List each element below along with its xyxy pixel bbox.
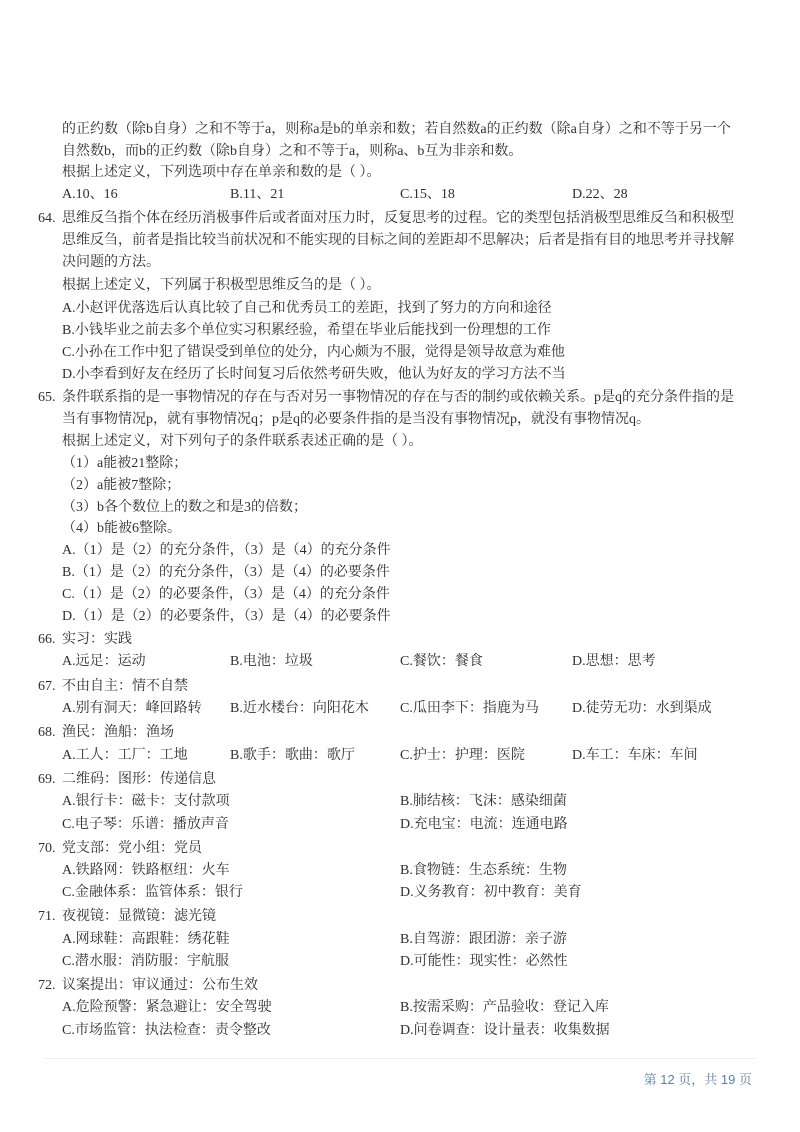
option-c: C.瓜田李下：指鹿为马 bbox=[400, 701, 539, 716]
question-number: 71. bbox=[38, 909, 56, 924]
option-c: C.餐饮：餐食 bbox=[400, 654, 483, 669]
question-stem: 渔民：渔船：渔场 bbox=[62, 725, 174, 740]
question-66-stem bbox=[38, 630, 132, 650]
option-b: B.按需采购：产品验收：登记入库 bbox=[400, 1000, 609, 1015]
page-number-label: 第 12 页，共 19 页 bbox=[643, 1072, 752, 1087]
option-a: A.（1）是（2）的充分条件，（3）是（4）的充分条件 bbox=[62, 543, 391, 558]
continued-stem-line: 的正约数（除b自身）之和不等于a，则称a是b的单亲和数；若自然数a的正约数（除a自身）之和不等于另一个 bbox=[62, 122, 731, 137]
option-a: A.银行卡：磁卡：支付款项 bbox=[62, 794, 230, 809]
question-number: 65. bbox=[38, 390, 56, 405]
question-stem-line: 决问题的方法。 bbox=[62, 255, 160, 270]
question-prompt: 根据上述定义，对下列句子的条件联系表述正确的是（ ）。 bbox=[62, 434, 423, 449]
option-b: B.（1）是（2）的充分条件，（3）是（4）的必要条件 bbox=[62, 565, 390, 580]
option-d: D.充电宝：电流：连通电路 bbox=[400, 817, 568, 832]
question-number: 72. bbox=[38, 978, 56, 993]
option-a: A.别有洞天：峰回路转 bbox=[62, 701, 202, 716]
option-a: A.铁路网：铁路枢纽：火车 bbox=[62, 863, 230, 878]
option-c: C.小孙在工作中犯了错误受到单位的处分，内心颇为不服，觉得是领导故意为难他 bbox=[62, 345, 565, 360]
question-number: 68. bbox=[38, 725, 56, 740]
question-stem: 不由自主：情不自禁 bbox=[62, 679, 188, 694]
condition-item: （2）a能被7整除； bbox=[62, 478, 181, 493]
option-b: B.电池：垃圾 bbox=[230, 654, 313, 669]
question-number: 67. bbox=[38, 679, 56, 694]
option-c: C.（1）是（2）的必要条件，（3）是（4）的充分条件 bbox=[62, 587, 390, 602]
question-prompt: 根据上述定义，下列选项中存在单亲和数的是（ ）。 bbox=[62, 165, 381, 180]
option-a: A.10、16 bbox=[62, 187, 118, 202]
option-a: A.危险预警：紧急避让：安全驾驶 bbox=[62, 1000, 272, 1015]
question-number: 69. bbox=[38, 772, 56, 787]
question-67-stem bbox=[38, 677, 188, 697]
question-stem-line: 思维反刍，前者是指比较当前状况和不能实现的目标之间的差距却不思解决；后者是指有目的地思考并寻找解 bbox=[62, 233, 734, 248]
option-d: D.22、28 bbox=[572, 187, 628, 202]
question-prompt: 根据上述定义，下列属于积极型思维反刍的是（ ）。 bbox=[62, 278, 381, 293]
option-d: D.思想：思考 bbox=[572, 654, 656, 669]
question-70-stem bbox=[38, 839, 202, 859]
option-d: D.小李看到好友在经历了长时间复习后依然考研失败，他认为好友的学习方法不当 bbox=[62, 367, 566, 382]
option-b: B.歌手：歌曲：歌厅 bbox=[230, 748, 355, 763]
question-64-stem bbox=[38, 209, 734, 229]
condition-item: （3）b各个数位上的数之和是3的倍数； bbox=[62, 500, 307, 515]
option-a: A.工人：工厂：工地 bbox=[62, 748, 188, 763]
question-72-stem bbox=[38, 976, 258, 996]
question-71-stem bbox=[38, 907, 216, 927]
option-c: C.金融体系：监管体系：银行 bbox=[62, 885, 243, 900]
option-d: D.可能性：现实性：必然性 bbox=[400, 954, 568, 969]
question-stem: 议案提出：审议通过：公布生效 bbox=[62, 978, 258, 993]
question-65-stem bbox=[38, 388, 734, 408]
option-a: A.远足：运动 bbox=[62, 654, 146, 669]
question-69-stem bbox=[38, 770, 216, 790]
option-c: C.护士：护理：医院 bbox=[400, 748, 525, 763]
question-number: 70. bbox=[38, 841, 56, 856]
option-b: B.自驾游：跟团游：亲子游 bbox=[400, 932, 567, 947]
option-b: B.小钱毕业之前去多个单位实习积累经验，希望在毕业后能找到一份理想的工作 bbox=[62, 323, 551, 338]
question-number: 64. bbox=[38, 211, 56, 226]
question-stem: 夜视镜：显微镜：滤光镜 bbox=[62, 909, 216, 924]
option-a: A.小赵评优落选后认真比较了自己和优秀员工的差距，找到了努力的方向和途径 bbox=[62, 301, 552, 316]
option-d: D.徒劳无功：水到渠成 bbox=[572, 701, 712, 716]
condition-item: （1）a能被21整除； bbox=[62, 456, 188, 471]
question-stem-line: 思维反刍指个体在经历消极事件后或者面对压力时，反复思考的过程。它的类型包括消极型思维反刍和积极型 bbox=[62, 211, 734, 226]
option-b: B.近水楼台：向阳花木 bbox=[230, 701, 369, 716]
question-stem: 二维码：图形：传递信息 bbox=[62, 772, 216, 787]
option-b: B.肺结核：飞沫：感染细菌 bbox=[400, 794, 567, 809]
option-d: D.义务教育：初中教育：美育 bbox=[400, 885, 582, 900]
option-c: C.市场监管：执法检查：责令整改 bbox=[62, 1023, 271, 1038]
option-d: D.问卷调查：设计量表：收集数据 bbox=[400, 1023, 610, 1038]
option-c: C.潜水服：消防服：宇航服 bbox=[62, 954, 229, 969]
question-stem: 实习：实践 bbox=[62, 632, 132, 647]
option-b: B.11、21 bbox=[230, 187, 285, 202]
footer-divider bbox=[45, 1058, 755, 1059]
question-number: 66. bbox=[38, 632, 56, 647]
option-b: B.食物链：生态系统：生物 bbox=[400, 863, 567, 878]
option-a: A.网球鞋：高跟鞋：绣花鞋 bbox=[62, 932, 230, 947]
option-d: D.（1）是（2）的必要条件，（3）是（4）的必要条件 bbox=[62, 609, 391, 624]
question-stem: 党支部：党小组：党员 bbox=[62, 841, 202, 856]
condition-item: （4）b能被6整除。 bbox=[62, 521, 181, 536]
continued-stem-line: 自然数b，而b的正约数（除b自身）之和不等于a，则称a、b互为非亲和数。 bbox=[62, 144, 523, 159]
option-c: C.电子琴：乐谱：播放声音 bbox=[62, 817, 229, 832]
question-stem-line: 条件联系指的是一事物情况的存在与否对另一事物情况的存在与否的制约或依赖关系。p是q的充分条件指的是 bbox=[62, 390, 734, 405]
question-stem-line: 当有事物情况p，就有事物情况q；p是q的必要条件指的是当没有事物情况p，就没有事物情况q。 bbox=[62, 412, 650, 427]
option-c: C.15、18 bbox=[400, 187, 455, 202]
option-d: D.车工：车床：车间 bbox=[572, 748, 698, 763]
question-68-stem bbox=[38, 723, 174, 743]
